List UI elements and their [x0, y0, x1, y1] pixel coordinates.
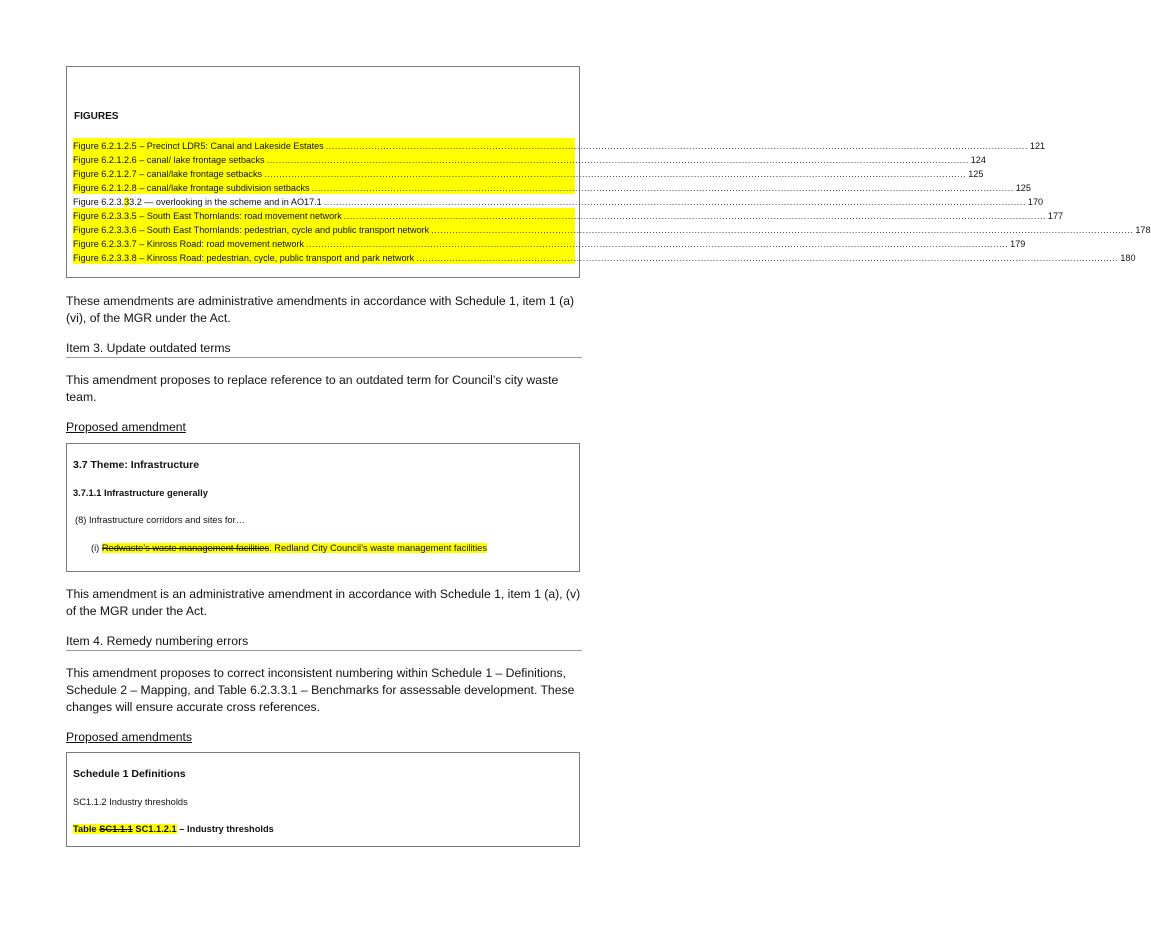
figures-list	[73, 138, 1151, 264]
figure-label: Figure 6.2.3.3.5 – South East Thornlands: road movement network	[73, 211, 342, 221]
figure-page: 125	[968, 169, 984, 179]
figure-page: 180	[1120, 253, 1136, 263]
amendment-note-2: This amendment is an administrative amendment in accordance with Schedule 1, item 1 (a), (v) of the MGR under the Act.	[66, 587, 581, 618]
figure-leader: ........................................................................................................................................................................................................................................	[416, 253, 1119, 263]
figure-row[interactable]	[73, 138, 1046, 152]
item3-amendment-box	[66, 443, 580, 572]
figure-row[interactable]	[73, 236, 1026, 250]
figure-leader: ........................................................................................................................................................................................................................................	[343, 211, 1046, 221]
figure-label: Figure 6.2.1.2.8 – canal/lake frontage subdivision setbacks	[73, 183, 310, 193]
figure-page: 178	[1135, 225, 1151, 235]
figure-label	[73, 197, 322, 208]
figure-row[interactable]	[73, 152, 986, 166]
schedule-heading: Schedule 1 Definitions	[73, 768, 186, 780]
table-prefix: Table	[73, 824, 100, 834]
figure-leader: ........................................................................................................................................................................................................................................	[323, 197, 1026, 207]
figure-page: 179	[1010, 239, 1026, 249]
figure-label: Figure 6.2.1.2.6 – canal/ lake frontage setbacks	[73, 155, 265, 165]
clause-text: (8) Infrastructure corridors and sites for…	[75, 515, 245, 525]
figure-page: 124	[970, 155, 986, 165]
figure-page: 121	[1029, 141, 1046, 151]
figure-label-part: Figure 6.2.3.	[73, 197, 125, 207]
figure-label: Figure 6.2.3.3.7 – Kinross Road: road movement network	[73, 239, 304, 249]
inserted-text: SC1.1.2.1	[132, 824, 177, 834]
inserted-text: . Redland City Council’s waste management facilities	[269, 543, 488, 553]
figure-leader: ........................................................................................................................................................................................................................................	[325, 141, 1028, 151]
item4-heading: Item 4. Remedy numbering errors	[66, 633, 582, 651]
figure-leader: ........................................................................................................................................................................................................................................	[311, 183, 1014, 193]
item4-description: This amendment proposes to correct inconsistent numbering within Schedule 1 – Definitions, Schedule 2 – Mapping, and Table 6.2.3.3.1 – Benchmarks for assessable development. These changes will ensure accurate cross references.	[66, 666, 575, 714]
item4-amendment-box	[66, 752, 580, 847]
figure-row[interactable]	[73, 208, 1064, 222]
subsection-text: SC1.1.2 Industry thresholds	[73, 797, 188, 807]
clause-item-prefix: (i)	[91, 543, 102, 553]
figure-label: Figure 6.2.3.3.6 – South East Thornlands: pedestrian, cycle and public transport network	[73, 225, 430, 235]
figure-leader: ........................................................................................................................................................................................................................................	[264, 169, 967, 179]
figure-row[interactable]	[73, 250, 1136, 264]
amendment-note-1: These amendments are administrative amendments in accordance with Schedule 1, item 1 (a) (vi), of the MGR under the Act.	[66, 294, 575, 325]
figures-title: FIGURES	[74, 111, 119, 122]
figure-leader: ........................................................................................................................................................................................................................................	[306, 239, 1009, 249]
item4-proposed-label: Proposed amendments	[66, 730, 193, 744]
figure-row[interactable]	[73, 222, 1151, 236]
figure-row[interactable]	[73, 180, 1031, 194]
figure-leader: ........................................................................................................................................................................................................................................	[266, 155, 969, 165]
theme-heading: 3.7 Theme: Infrastructure	[73, 459, 200, 471]
figure-page: 170	[1027, 197, 1044, 207]
subsection-heading: 3.7.1.1 Infrastructure generally	[73, 488, 208, 498]
figures-box	[66, 66, 1151, 278]
item3-proposed-label: Proposed amendment	[66, 420, 186, 434]
figure-label: Figure 6.2.1.2.7 – canal/lake frontage setbacks	[73, 169, 263, 179]
figure-row[interactable]	[73, 194, 1044, 208]
figure-leader: ........................................................................................................................................................................................................................................	[431, 225, 1134, 235]
figure-row[interactable]	[73, 166, 984, 180]
figure-label-highlight: 3	[124, 197, 130, 207]
table-suffix: – Industry thresholds	[176, 824, 274, 834]
figure-page: 125	[1015, 183, 1031, 193]
figure-label: Figure 6.2.3.3.8 – Kinross Road: pedestrian, cycle, public transport and park network	[73, 253, 415, 263]
item3-heading: Item 3. Update outdated terms	[66, 340, 582, 358]
table-caption	[73, 824, 274, 834]
deleted-text: Redwaste’s waste management facilities	[101, 543, 270, 553]
figure-label: Figure 6.2.1.2.5 – Precinct LDR5: Canal and Lakeside Estates	[73, 141, 324, 151]
clause-item	[91, 543, 487, 553]
item3-description: This amendment proposes to replace reference to an outdated term for Council’s city waste team.	[66, 373, 559, 404]
deleted-text: SC1.1.1	[99, 824, 133, 834]
figure-label-part: 3.2 — overlooking in the scheme and in AO17.1	[129, 197, 322, 207]
figure-page: 177	[1047, 211, 1064, 221]
